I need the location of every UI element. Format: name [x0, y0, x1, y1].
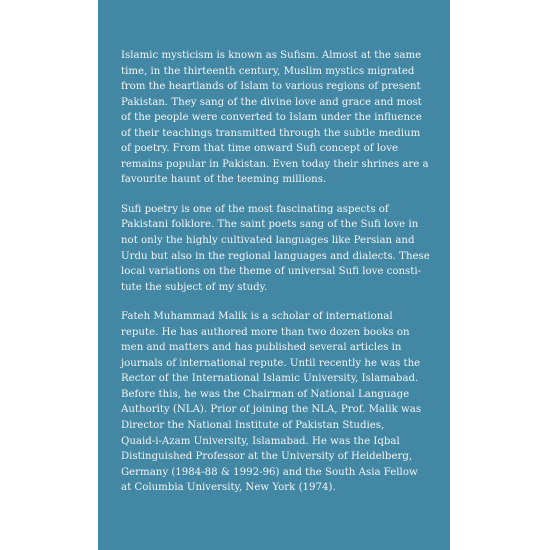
paragraph-sufism-intro: Islamic mysticism is known as Sufism. Almost at the same time, in the thirteenth century, Muslim mystics migrated from the heartlands of Islam to various regions of present Pakistan. They sang of the divine love and grace and most of the people were converted to Islam under the influence of their teachings transmitted through the subtle medium of poetry. From that time onward Sufi concept of love remains popular in Pakistan. Even today their shrines are a favourite haunt of the teeming millions.	[121, 50, 429, 186]
paragraph-sufi-poetry: Sufi poetry is one of the most fascinating aspects of Pakistani folklore. The saint poets sang of the Sufi love in not only the highly cultivated languages like Persian and Urdu but also in the regional languages and dialects. These local variations on the theme of universal Sufi love consti- tute the subject of my study.	[121, 203, 430, 293]
back-cover	[98, 0, 450, 550]
paragraph-author-bio: Fateh Muhammad Malik is a scholar of international repute. He has authored more than two dozen books on men and matters and has published several articles in journals of international repute. Until recently he was the Rector of the International Islamic University, Islamabad. Before this, he was the Chairman of National Language Authority (NLA). Prior of joining the NLA, Prof. Malik was Director the National Institute of Pakistan Studies, Quaid-i-Azam University, Islamabad. He was the Iqbal Distinguished Professor at the University of Heidelberg, Germany (1984-88 & 1992-96) and the South Asia Fellow at Columbia University, New York (1974).	[121, 311, 422, 494]
